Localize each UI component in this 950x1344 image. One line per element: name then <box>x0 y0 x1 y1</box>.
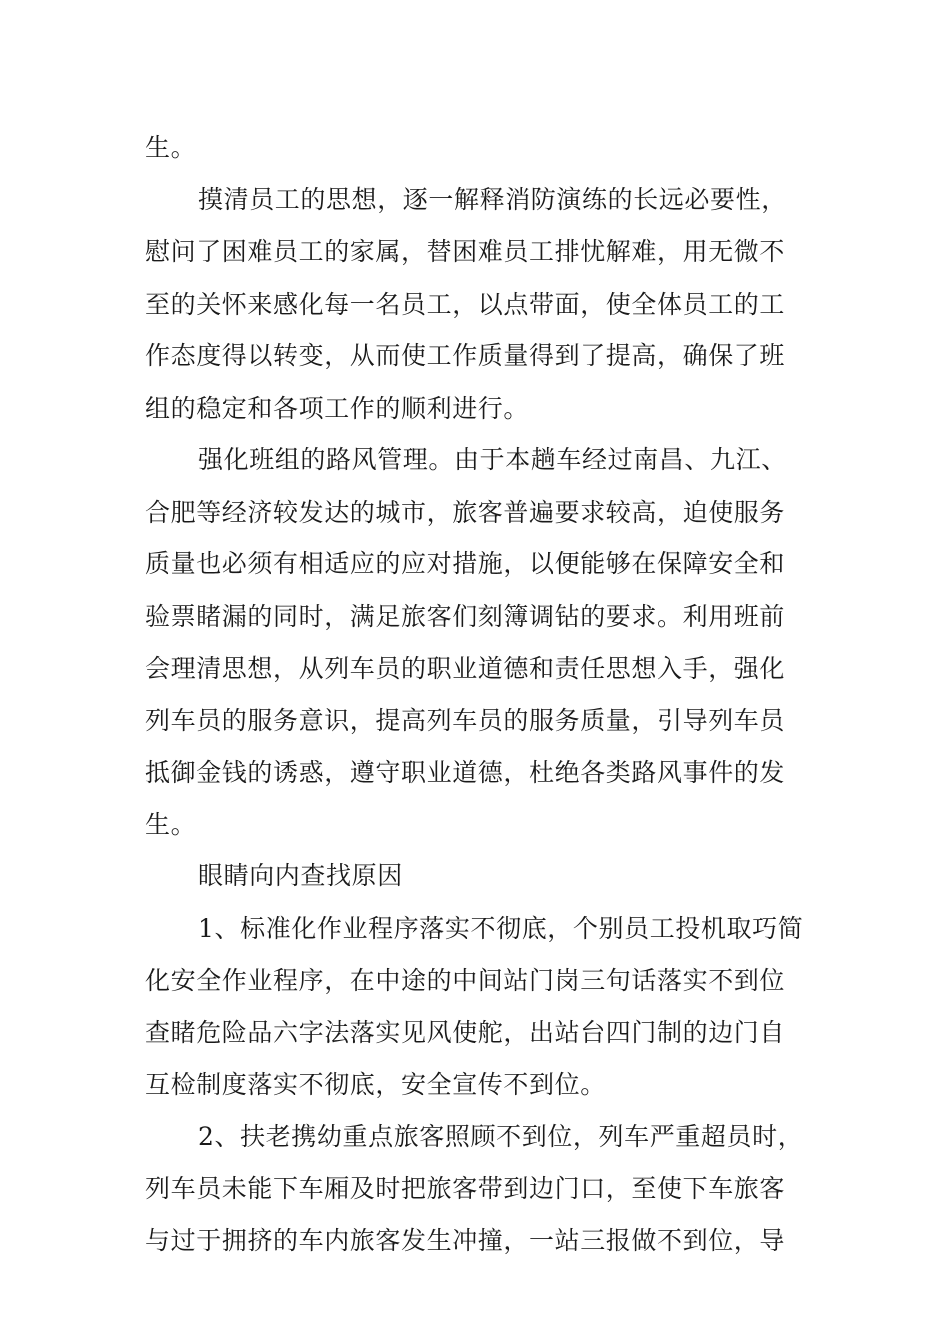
text-line: 列车员的服务意识，提高列车员的服务质量，引导列车员 <box>145 706 786 735</box>
text-line: 至的关怀来感化每一名员工，以点带面，使全体员工的工 <box>145 290 786 319</box>
text-line: 质量也必须有相适应的应对措施，以便能够在保障安全和 <box>145 549 786 578</box>
text-line: 与过于拥挤的车内旅客发生冲撞，一站三报做不到位，导 <box>145 1226 786 1255</box>
text-line: 化安全作业程序，在中途的中间站门岗三句话落实不到位 <box>145 966 786 995</box>
text-line: 强化班组的路风管理。由于本趟车经过南昌、九江、 <box>198 445 787 474</box>
text-line: 慰问了困难员工的家属，替困难员工排忧解难，用无微不 <box>145 237 786 266</box>
text-line: 互检制度落实不彻底，安全宣传不到位。 <box>145 1070 606 1099</box>
text-line: 抵御金钱的诱惑，遵守职业道德，杜绝各类路风事件的发 <box>145 758 786 787</box>
text-line: 2、扶老携幼重点旅客照顾不到位，列车严重超员时， <box>198 1122 804 1151</box>
text-line: 作态度得以转变，从而使工作质量得到了提高，确保了班 <box>145 341 786 370</box>
text-line: 生。 <box>145 133 197 162</box>
text-line: 验票睹漏的同时，满足旅客们刻簿调钻的要求。利用班前 <box>145 602 786 631</box>
text-line: 1、标准化作业程序落实不彻底，个别员工投机取巧简 <box>198 914 804 943</box>
text-line: 合肥等经济较发达的城市，旅客普遍要求较高，迫使服务 <box>145 498 786 527</box>
text-line: 查睹危险品六字法落实见风使舵，出站台四门制的边门自 <box>145 1018 786 1047</box>
text-line: 眼睛向内查找原因 <box>198 861 403 890</box>
text-line: 摸清员工的思想，逐一解释消防演练的长远必要性， <box>198 185 787 214</box>
text-line: 生。 <box>145 810 197 839</box>
text-line: 组的稳定和各项工作的顺利进行。 <box>145 394 530 423</box>
text-line: 列车员未能下车厢及时把旅客带到边门口，至使下车旅客 <box>145 1174 786 1203</box>
text-line: 会理清思想，从列车员的职业道德和责任思想入手，强化 <box>145 654 786 683</box>
